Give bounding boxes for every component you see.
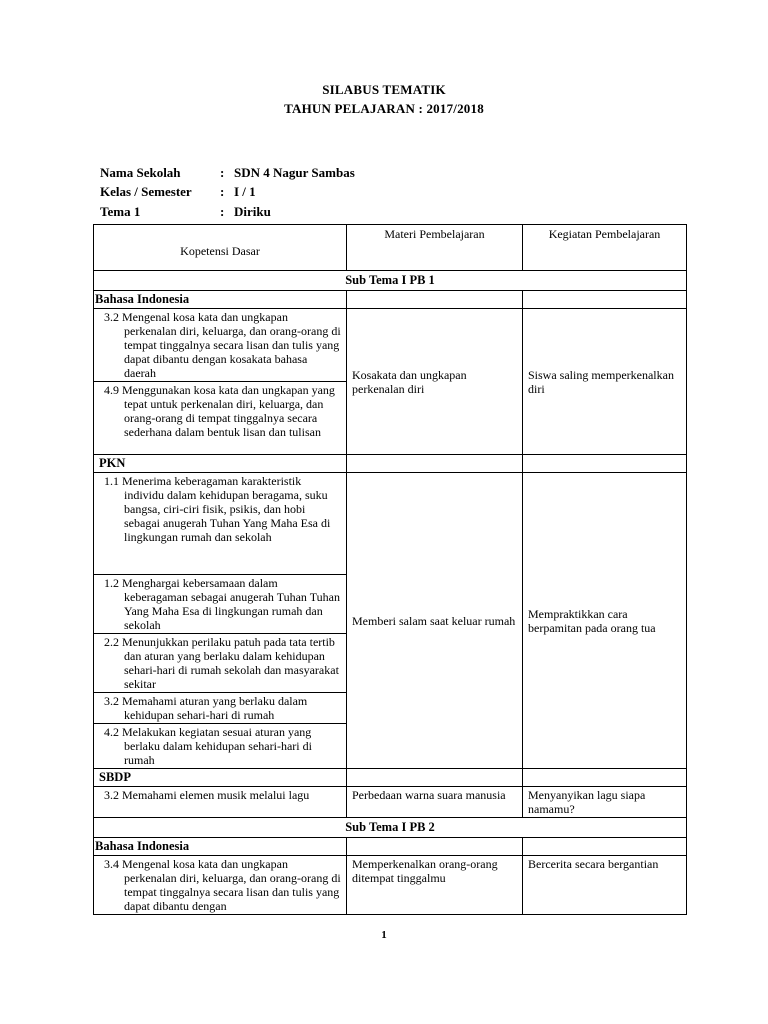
empty-cell [347, 838, 523, 856]
info-label: Kelas / Semester [100, 184, 192, 199]
kd-item: 3.2 Memahami elemen musik melalui lagu [104, 788, 310, 802]
empty-cell [523, 838, 687, 856]
materi-cell: Memperkenalkan orang-orang ditempat tinggalmu [347, 856, 523, 915]
kd-cell [94, 693, 347, 724]
subject-row [94, 769, 687, 787]
info-label: Nama Sekolah [100, 165, 181, 180]
kd-cell [94, 309, 347, 382]
subject-pkn: PKN [94, 455, 347, 473]
kd-item: 1.2 Menghargai kebersamaan dalam keberagaman sebagai anugerah Tuhan Tuhan Yang Maha Esa di lingkungan rumah dan sekolah [104, 576, 340, 632]
syllabus-table [93, 224, 687, 915]
info-class [100, 184, 256, 200]
table-row [94, 856, 687, 915]
kd-cell [94, 787, 347, 818]
empty-cell [347, 769, 523, 787]
kd-item: 3.2 Memahami aturan yang berlaku dalam kehidupan sehari-hari di rumah [104, 694, 308, 722]
table-row [94, 787, 687, 818]
materi-cell: Kosakata dan ungkapan perkenalan diri [347, 309, 523, 455]
info-value: Diriku [234, 204, 271, 219]
header-kompetensi: Kopetensi Dasar [94, 225, 347, 271]
kd-cell [94, 575, 347, 634]
table-header-row [94, 225, 687, 271]
empty-cell [347, 455, 523, 473]
subject-row [94, 291, 687, 309]
table-row [94, 309, 687, 382]
subtema-row [94, 271, 687, 291]
info-value: I / 1 [234, 184, 256, 199]
info-sep: : [220, 184, 225, 199]
empty-cell [523, 291, 687, 309]
kegiatan-cell: Menyanyikan lagu siapa namamu? [523, 787, 687, 818]
kd-cell [94, 473, 347, 575]
info-label: Tema 1 [100, 204, 141, 219]
kegiatan-cell: Bercerita secara bergantian [523, 856, 687, 915]
kegiatan-cell: Siswa saling memperkenalkan diri [523, 309, 687, 455]
page-number: 1 [381, 929, 387, 941]
info-school [100, 165, 355, 181]
subject-bahasa-indonesia: Bahasa Indonesia [94, 291, 347, 309]
table-row [94, 473, 687, 575]
empty-cell [347, 291, 523, 309]
subject-bahasa-indonesia: Bahasa Indonesia [94, 838, 347, 856]
subtema-1-label: Sub Tema I PB 1 [94, 271, 687, 291]
kd-item: 4.9 Menggunakan kosa kata dan ungkapan yang tepat untuk perkenalan diri, keluarga, dan orang-orang di tempat tinggalnya secara sederhana dalam bentuk lisan dan tulisan [104, 383, 335, 439]
kd-cell [94, 724, 347, 769]
kd-item: 4.2 Melakukan kegiatan sesuai aturan yang berlaku dalam kehidupan sehari-hari di rumah [104, 725, 312, 767]
kd-item: 3.2 Mengenal kosa kata dan ungkapan perkenalan diri, keluarga, dan orang-orang di tempat tinggalnya secara lisan dan tulis yang dapat dibantu dengan kosakata bahasa daerah [104, 310, 341, 380]
empty-cell [523, 769, 687, 787]
academic-year: TAHUN PELAJARAN : 2017/2018 [284, 101, 484, 116]
header-kegiatan: Kegiatan Pembelajaran [523, 225, 687, 271]
subject-sbdp: SBDP [94, 769, 347, 787]
subject-row [94, 838, 687, 856]
kd-item: 1.1 Menerima keberagaman karakteristik individu dalam kehidupan beragama, suku bangsa, ciri-ciri fisik, psikis, dan hobi sebagai anugerah Tuhan Yang Maha Esa di lingkungan rumah dan sekolah [104, 474, 331, 544]
kd-cell [94, 382, 347, 455]
kegiatan-cell: Mempraktikkan cara berpamitan pada orang tua [523, 473, 687, 769]
kd-item: 2.2 Menunjukkan perilaku patuh pada tata tertib dan aturan yang berlaku dalam kehidupan sehari-hari di rumah sekolah dan masyarakat sekitar [104, 635, 339, 691]
document-title: SILABUS TEMATIK [322, 82, 446, 97]
subject-row [94, 455, 687, 473]
materi-cell: Memberi salam saat keluar rumah [347, 473, 523, 769]
subtema-2-label: Sub Tema I PB 2 [94, 818, 687, 838]
info-sep: : [220, 204, 225, 219]
info-theme [100, 204, 271, 220]
subtema-row [94, 818, 687, 838]
header-materi: Materi Pembelajaran [347, 225, 523, 271]
materi-cell: Perbedaan warna suara manusia [347, 787, 523, 818]
info-value: SDN 4 Nagur Sambas [234, 165, 355, 180]
kd-item: 3.4 Mengenal kosa kata dan ungkapan perkenalan diri, keluarga, dan orang-orang di tempat tinggalnya secara lisan dan tulis yang dapat dibantu dengan [104, 857, 341, 913]
empty-cell [523, 455, 687, 473]
kd-cell [94, 634, 347, 693]
info-sep: : [220, 165, 225, 180]
kd-cell [94, 856, 347, 915]
